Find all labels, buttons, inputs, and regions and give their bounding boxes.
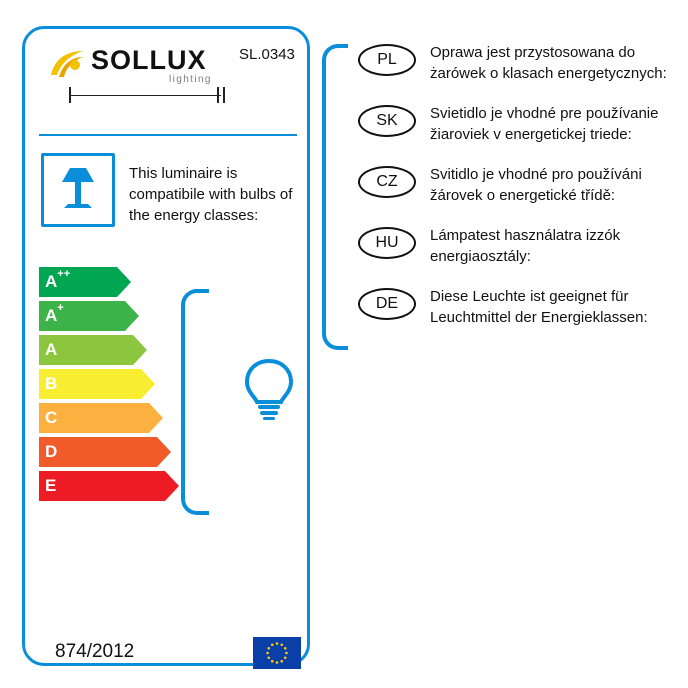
energy-class-row — [39, 369, 159, 399]
language-code-badge: HU — [358, 227, 416, 259]
energy-class-row — [39, 403, 159, 433]
model-code: SL.0343 — [239, 46, 295, 63]
language-text: Oprawa jest przystosowana do żarówek o klasach energetycznych: — [430, 44, 667, 82]
energy-class-arrow — [141, 369, 155, 399]
logo-rule-right-1 — [217, 87, 219, 103]
language-code-badge: CZ — [358, 166, 416, 198]
energy-class-row — [39, 437, 159, 467]
language-text: Svitidlo je vhodné pro používáni žárovek o energetické třídě: — [430, 166, 642, 204]
energy-class-arrow — [117, 267, 131, 297]
brand-tagline: lighting — [169, 74, 212, 85]
header-divider — [39, 134, 297, 136]
language-bracket — [322, 44, 348, 350]
energy-class-arrow — [157, 437, 171, 467]
sollux-sun-icon — [49, 49, 85, 79]
language-list-panel — [322, 44, 674, 354]
table-lamp-icon — [41, 153, 115, 227]
energy-class-bar — [39, 471, 165, 501]
language-code-badge: SK — [358, 105, 416, 137]
eu-flag — [253, 637, 301, 669]
regulation-number: 874/2012 — [55, 641, 135, 662]
logo-rule-right-2 — [223, 87, 225, 103]
left-info-card — [22, 26, 310, 666]
energy-class-row — [39, 301, 159, 331]
energy-class-bracket — [181, 289, 209, 515]
energy-class-arrow — [133, 335, 147, 365]
energy-class-arrow — [149, 403, 163, 433]
language-code-badge: PL — [358, 44, 416, 76]
language-code-badge: DE — [358, 288, 416, 320]
brand-name: SOLLUX — [91, 45, 207, 75]
energy-class-arrow — [125, 301, 139, 331]
energy-class-label: A++ — [45, 268, 71, 291]
language-text: Lámpatest használatra izzók energiaosztály: — [430, 227, 621, 265]
energy-class-label: B — [45, 374, 58, 393]
logo-rule — [69, 95, 221, 96]
energy-class-label: E — [45, 476, 57, 495]
energy-class-bars — [39, 267, 159, 505]
energy-class-label: A+ — [45, 302, 64, 325]
energy-class-row — [39, 471, 159, 501]
energy-class-row — [39, 267, 159, 297]
compatibility-text: This luminaire is compatibile with bulbs of the energy classes: — [129, 165, 293, 224]
energy-class-arrow — [165, 471, 179, 501]
energy-class-label: D — [45, 442, 58, 461]
language-text: Diese Leuchte ist geeignet für Leuchtmittel der Energieklassen: — [430, 288, 648, 326]
energy-class-row — [39, 335, 159, 365]
energy-class-label: A — [45, 340, 58, 359]
energy-class-label: C — [45, 408, 58, 427]
light-bulb-icon — [243, 359, 295, 421]
language-text: Svietidlo je vhodné pre používanie žiaroviek v energetickej triede: — [430, 105, 659, 143]
